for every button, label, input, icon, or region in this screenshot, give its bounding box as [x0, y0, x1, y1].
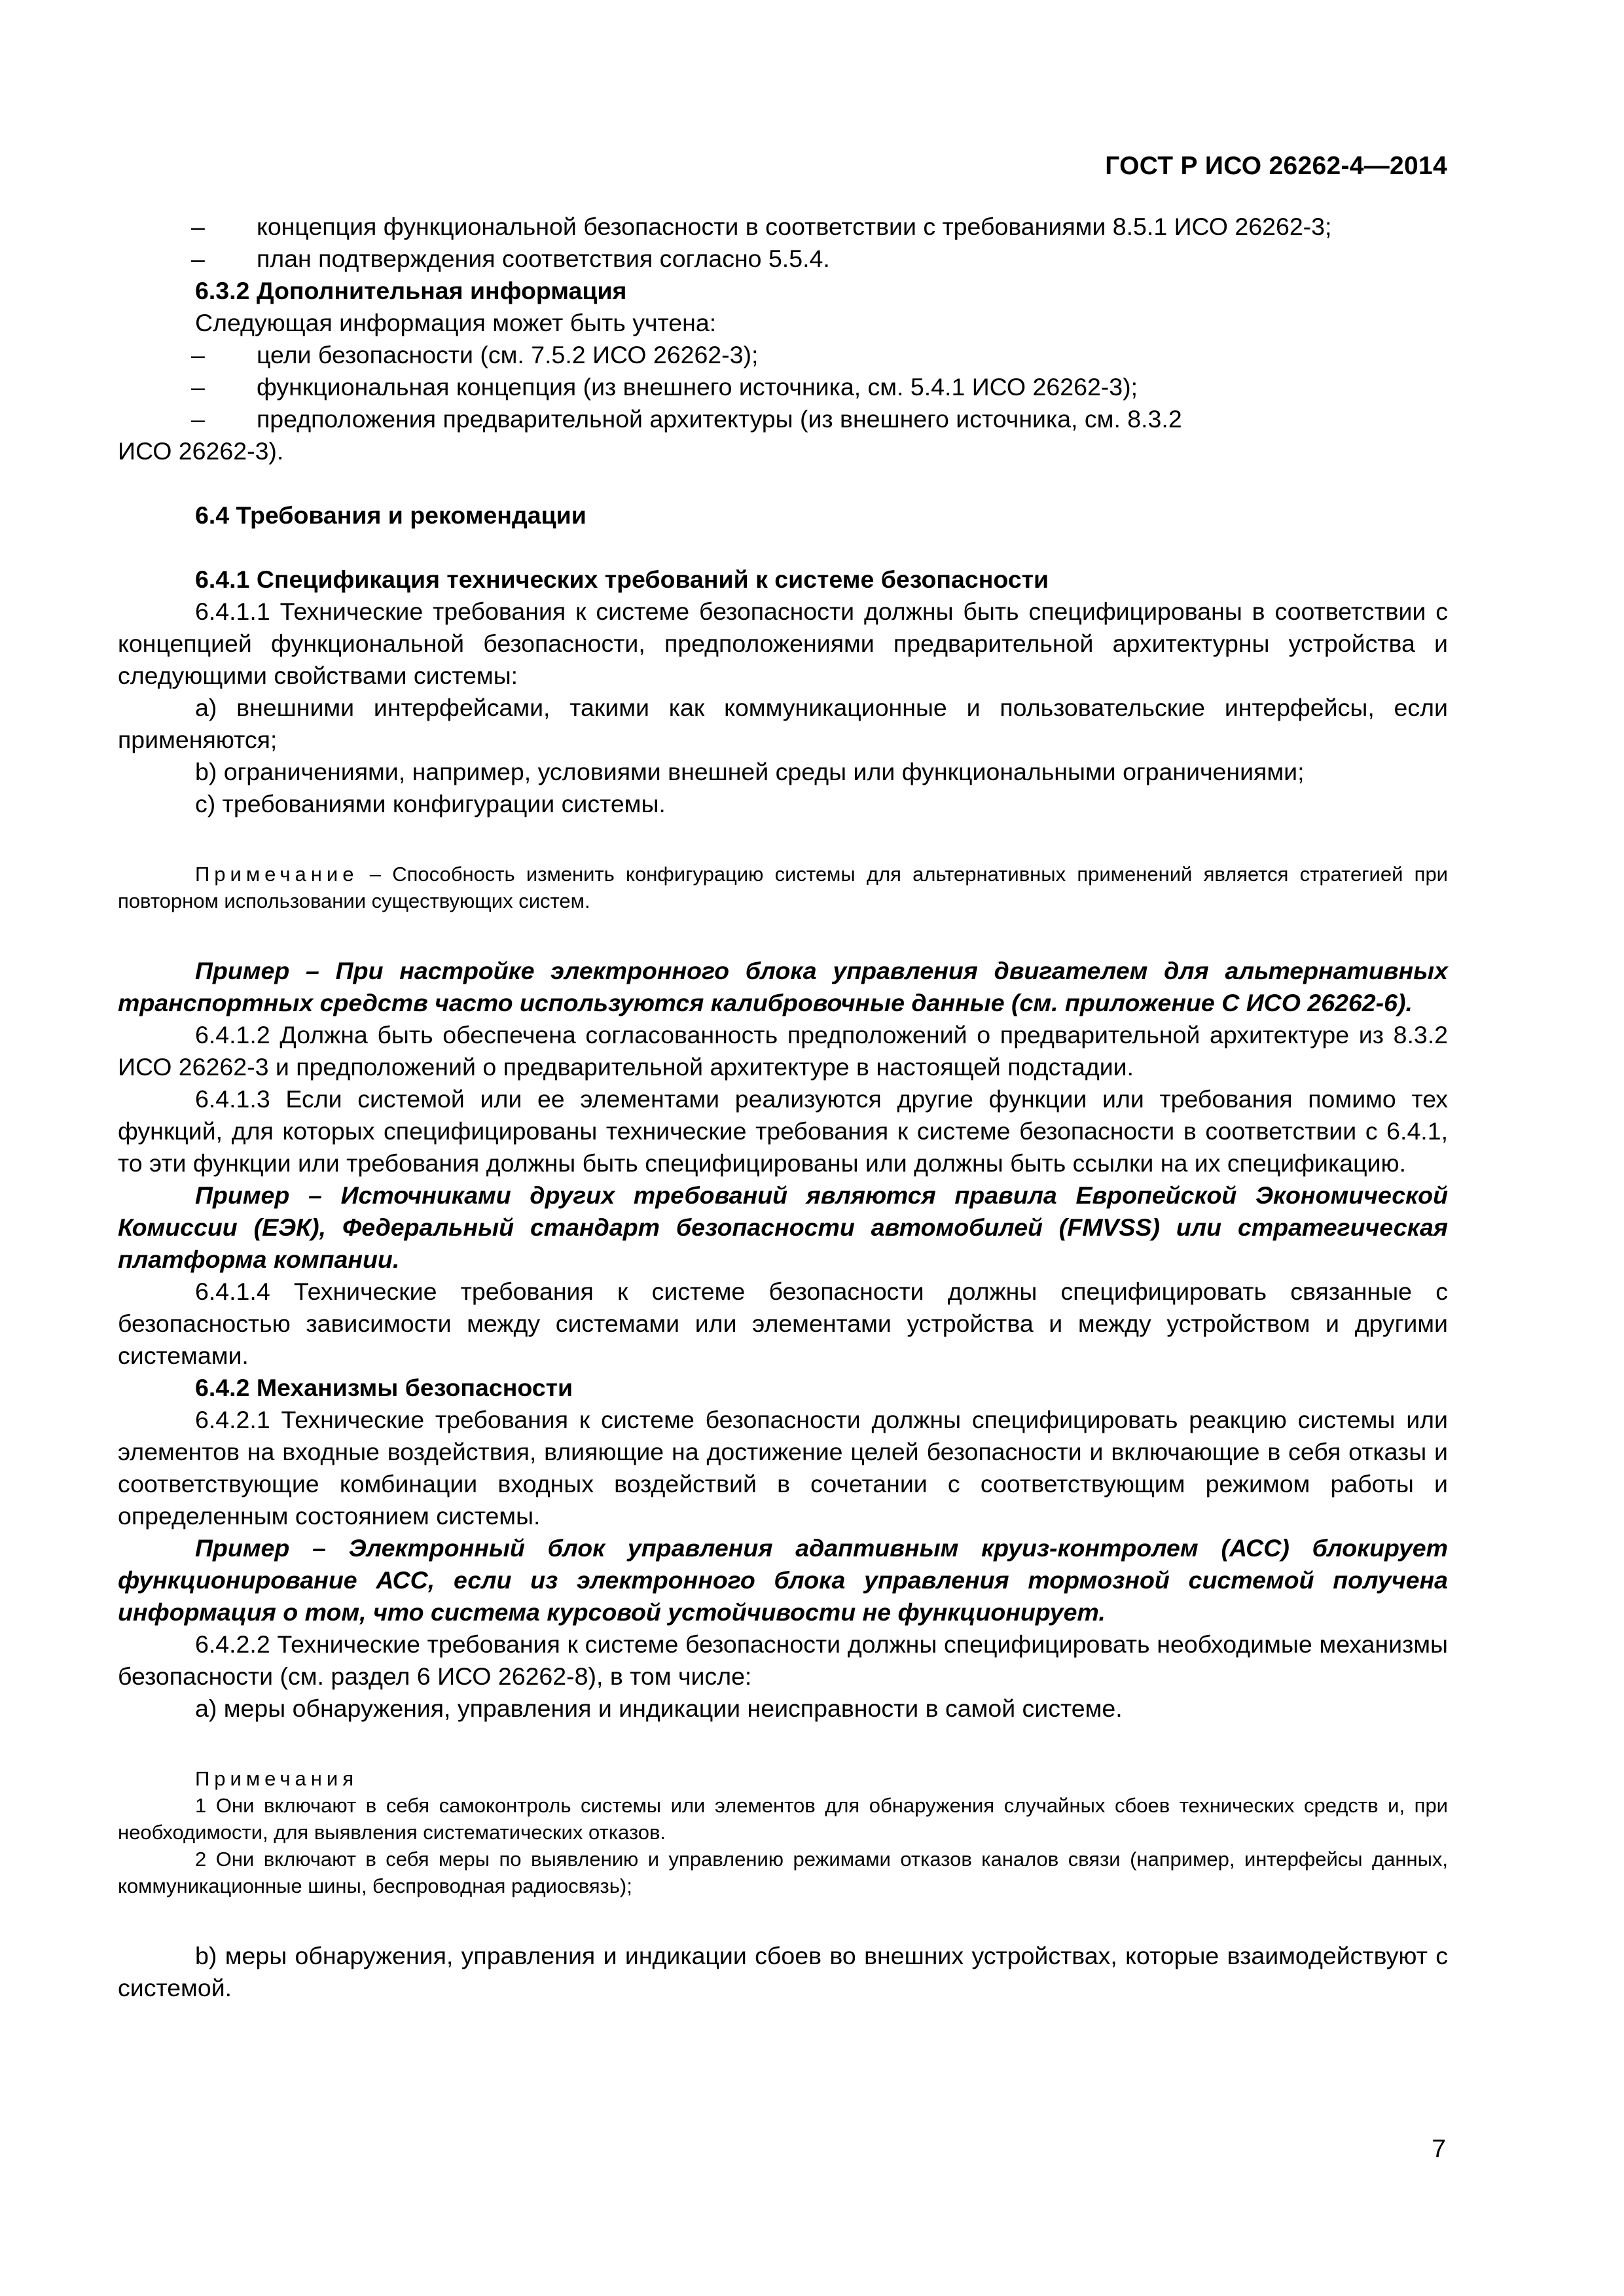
- list-item-c: c) требованиями конфигурации системы.: [195, 790, 666, 817]
- dash-mark: –: [191, 245, 205, 272]
- note-label: Примечание: [195, 863, 359, 886]
- note-text: – Способность изменить конфигурацию системы для альтернативных применений является стратегией при повторном использовании существующих систем.: [118, 863, 1448, 912]
- list-item-a: a) внешними интерфейсами, такими как коммуникационные и пользовательские интерфейсы, если применяются;: [118, 694, 1448, 753]
- list-item-continuation: ИСО 26262-3).: [118, 437, 284, 465]
- notes-label: Примечания: [195, 1767, 358, 1790]
- list-item: – концепция функциональной безопасности в соответствии с требованиями 8.5.1 ИСО 26262-3;: [118, 211, 1448, 243]
- section-heading-6-4: 6.4 Требования и рекомендации: [195, 501, 586, 529]
- page-number: 7: [1432, 2135, 1446, 2163]
- note: [118, 861, 1448, 914]
- list-item: – план подтверждения соответствия согласно 5.5.4.: [118, 243, 1448, 275]
- section-heading-6-3-2: 6.3.2 Дополнительная информация: [195, 277, 627, 304]
- paragraph-6-4-1-1: 6.4.1.1 Технические требования к системе безопасности должны быть специфицированы в соответствии с концепцией функциональной безопасности, предположениями предварительной архитектурны устройства и следующими свойствами системы:: [118, 598, 1448, 689]
- paragraph-6-4-1-2: 6.4.1.2 Должна быть обеспечена согласованность предположений о предварительной архитектуре из 8.3.2 ИСО 26262-3 и предположений о предварительной архитектуре в настоящей подстадии.: [118, 1021, 1448, 1081]
- example-3: Пример – Электронный блок управления адаптивным круиз-контролем (АСС) блокирует функционирование АСС, если из электронного блока управления тормозной системой получена информация о том, что система курсовой устойчивости не функционирует.: [118, 1534, 1448, 1626]
- dash-mark: –: [191, 213, 205, 240]
- list-item: – функциональная концепция (из внешнего источника, см. 5.4.1 ИСО 26262-3);: [118, 371, 1448, 403]
- section-heading-6-4-1: 6.4.1 Спецификация технических требований к системе безопасности: [195, 565, 1049, 593]
- dash-mark: –: [191, 341, 205, 368]
- list-item: – предположения предварительной архитектуры (из внешнего источника, см. 8.3.2: [118, 403, 1448, 435]
- paragraph: Следующая информация может быть учтена:: [195, 309, 717, 336]
- list-item: – цели безопасности (см. 7.5.2 ИСО 26262-3);: [118, 339, 1448, 371]
- example-1: Пример – При настройке электронного блока управления двигателем для альтернативных транспортных средств часто используются калибровочные данные (см. приложение С ИСО 26262-6).: [118, 957, 1448, 1016]
- dash-mark: –: [191, 373, 205, 401]
- paragraph-6-4-1-4: 6.4.1.4 Технические требования к системе безопасности должны специфицировать связанные с безопасностью зависимости между системами или элементами устройства и между устройством и другими системами.: [118, 1278, 1448, 1369]
- example-2: Пример – Источниками других требований являются правила Европейской Экономической Комиссии (ЕЭК), Федеральный стандарт безопасности автомобилей (FMVSS) или стратегическая платформа компании.: [118, 1181, 1448, 1273]
- page-header-standard: ГОСТ Р ИСО 26262-4—2014: [1105, 152, 1447, 180]
- note-2: 2 Они включают в себя меры по выявлению и управлению режимами отказов каналов связи (например, интерфейсы данных, коммуникационные шины, беспроводная радиосвязь);: [118, 1848, 1448, 1897]
- paragraph-6-4-2-2: 6.4.2.2 Технические требования к системе безопасности должны специфицировать необходимые механизмы безопасности (см. раздел 6 ИСО 26262-8), в том числе:: [118, 1630, 1448, 1690]
- paragraph-6-4-2-1: 6.4.2.1 Технические требования к системе безопасности должны специфицировать реакцию системы или элементов на входные воздействия, влияющие на достижение целей безопасности и включающие в себя отказы и соответствующие комбинации входных воздействий в сочетании с соответствующим режимом работы и определенным состоянием системы.: [118, 1406, 1448, 1530]
- list-item-a: a) меры обнаружения, управления и индикации неисправности в самой системе.: [195, 1695, 1123, 1722]
- list-item-b: b) меры обнаружения, управления и индикации сбоев во внешних устройствах, которые взаимодействуют с системой.: [118, 1942, 1448, 2001]
- section-heading-6-4-2: 6.4.2 Механизмы безопасности: [195, 1374, 573, 1401]
- note-1: 1 Они включают в себя самоконтроль системы или элементов для обнаружения случайных сбоев технических средств и, при необходимости, для выявления систематических отказов.: [118, 1794, 1448, 1844]
- page-body: [118, 211, 1448, 2004]
- paragraph-6-4-1-3: 6.4.1.3 Если системой или ее элементами реализуются другие функции или требования помимо тех функций, для которых специфицированы технические требования к системе безопасности в соответствии с 6.4.1, то эти функции или требования должны быть специфицированы или должны быть ссылки на их спецификацию.: [118, 1085, 1448, 1177]
- list-item-b: b) ограничениями, например, условиями внешней среды или функциональными ограничениями;: [195, 758, 1305, 785]
- dash-mark: –: [191, 405, 205, 433]
